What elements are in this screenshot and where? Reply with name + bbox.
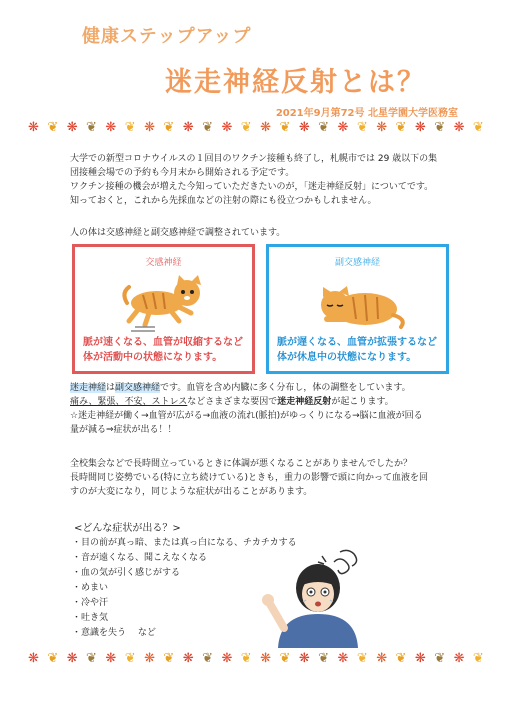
lead-text: 人の体は交感神経と副交感神経で調整されています。 [70,228,286,238]
leaf-border-bottom [28,651,484,667]
maple-leaf-icon: ❋ [66,120,78,135]
maple-leaf-icon: ❋ [414,651,426,666]
leaf-icon: ❦ [318,651,330,666]
leaf-border-top [28,120,484,136]
symptom-item: ・意識を失う など [72,628,156,638]
ginkgo-leaf-icon: ❦ [124,651,136,666]
ginkgo-leaf-icon: ❦ [240,651,252,666]
maple-leaf-icon: ❋ [28,120,39,135]
leaf-icon: ❦ [86,651,97,666]
maple-leaf-icon: ❋ [376,120,388,135]
ginkgo-leaf-icon: ❦ [124,120,136,135]
leaf-icon: ❦ [202,651,213,666]
parasympathetic-description [277,335,442,365]
ginkgo-leaf-icon: ❦ [279,651,291,666]
running-cat-icon [121,269,211,333]
text-fragment: は [106,383,116,393]
sympathetic-line: 脈が速くなる、血管が収縮するなど [83,337,243,348]
maple-leaf-icon: ❋ [221,651,233,666]
parasympathetic-line: 脈が遅くなる、血管が拡張するなど [277,337,437,348]
maple-leaf-icon: ❋ [66,651,78,666]
parasympathetic-term: 副交感神経 [115,383,161,393]
symptom-item: ・めまい [72,583,109,593]
ginkgo-leaf-icon: ❦ [356,651,368,666]
maple-leaf-icon: ❋ [105,120,117,135]
symptom-item: ・冷や汗 [72,598,109,608]
ginkgo-leaf-icon: ❦ [163,651,175,666]
maple-leaf-icon: ❋ [144,651,155,666]
leaf-icon: ❦ [434,651,446,666]
ginkgo-leaf-icon: ❦ [356,120,368,135]
explain-line [70,395,394,409]
maple-leaf-icon: ❋ [182,651,194,666]
maple-leaf-icon: ❋ [144,120,155,135]
text-fragment: が起こります。 [331,397,394,407]
explain-line: ☆迷走神経が働く→血管が広がる→血液の流れ(脈拍)がゆっくりになる→脳に血液が回る [70,411,423,421]
parasympathetic-title: 副交感神経 [334,258,380,268]
symptom-item: ・目の前が真っ暗、または真っ白になる、チカチカする [72,538,297,548]
maple-leaf-icon: ❋ [414,120,426,135]
maple-leaf-icon: ❋ [298,120,310,135]
maple-leaf-icon: ❋ [182,120,194,135]
explain-line [70,381,411,395]
intro-line: 大学での新型コロナウイルスの１回目のワクチン接種も終了し，札幌市では 29 歳以下の集 [70,154,438,164]
intro-line: 知っておくと，これから先採血などの注射の際にも役立つかもしれません。 [70,196,377,206]
maple-leaf-icon: ❋ [28,651,39,666]
maple-leaf-icon: ❋ [221,120,233,135]
maple-leaf-icon: ❋ [260,120,272,135]
symptom-item: ・血の気が引く感じがする [72,568,181,578]
sympathetic-title: 交感神経 [145,258,182,268]
sympathetic-line: 体が活動中の状態になります。 [83,352,223,363]
causes-text: 痛み、緊張、不安、ストレス [70,397,188,407]
symptoms-title: <どんな症状が出る？> [74,523,181,534]
leaf-icon: ❦ [434,120,446,135]
text-fragment: などさまざまな要因で [187,397,278,407]
symptom-item: ・音が遠くなる、聞こえなくなる [72,553,208,563]
ginkgo-leaf-icon: ❦ [163,120,175,135]
text-fragment: です。血管を含め内臓に多く分布し，体の調整をしています。 [160,383,411,393]
intro-line: ワクチン接種の機会が増えた今知っていただきたいのが，「迷走神経反射」についてです。 [70,182,434,192]
maple-leaf-icon: ❋ [105,651,117,666]
maple-leaf-icon: ❋ [337,120,349,135]
ginkgo-leaf-icon: ❦ [472,120,484,135]
standing-line: 長時間同じ姿勢でいる(特に立ち続けている)ときも，重力の影響で頭に向かって血液を回 [70,473,429,483]
intro-line: 団接種会場での予約も今月末から開始される予定です。 [70,168,295,178]
maple-leaf-icon: ❋ [298,651,310,666]
parasympathetic-line: 体が休息中の状態になります。 [277,352,417,363]
issue-info: 2021年9月第72号 北星学園大学医務室 [275,108,458,119]
ginkgo-leaf-icon: ❦ [47,120,59,135]
leaf-icon: ❦ [318,120,330,135]
parasympathetic-box [266,244,449,374]
sleeping-cat-icon [313,275,409,331]
dizzy-woman-illustration [248,548,378,648]
page-title: 迷走神経反射とは？ [165,67,426,98]
explain-line: 量が減る⇒症状が出る！！ [70,425,177,435]
vagal-reflex-term: 迷走神経反射 [277,397,332,407]
symptom-item: ・吐き気 [72,613,109,623]
vagus-term: 迷走神経 [70,383,107,393]
sympathetic-box [72,244,255,374]
ginkgo-leaf-icon: ❦ [47,651,59,666]
ginkgo-leaf-icon: ❦ [395,651,407,666]
ginkgo-leaf-icon: ❦ [279,120,291,135]
ginkgo-leaf-icon: ❦ [472,651,484,666]
maple-leaf-icon: ❋ [453,651,465,666]
ginkgo-leaf-icon: ❦ [240,120,252,135]
maple-leaf-icon: ❋ [337,651,349,666]
ginkgo-leaf-icon: ❦ [395,120,407,135]
sympathetic-description [83,335,248,365]
standing-line: 全校集会などで長時間立っているときに体調が悪くなることがありませんでしたか？ [70,459,413,469]
leaf-icon: ❦ [86,120,97,135]
maple-leaf-icon: ❋ [260,651,272,666]
series-title: 健康ステップアップ [82,26,252,47]
maple-leaf-icon: ❋ [376,651,388,666]
maple-leaf-icon: ❋ [453,120,465,135]
leaf-icon: ❦ [202,120,213,135]
standing-line: すのが大変になり，同じような症状が出ることがあります。 [70,487,313,497]
